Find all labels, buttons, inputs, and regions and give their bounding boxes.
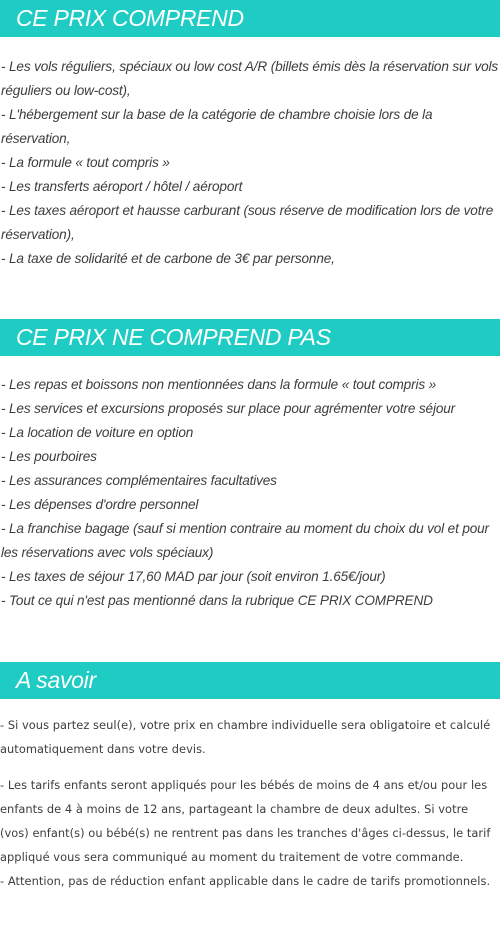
section-title-price-includes: CE PRIX COMPREND — [16, 5, 244, 31]
list-item: - Si vous partez seul(e), votre prix en chambre individuelle sera obligatoire et calculé automatiquement dans votre devis. — [0, 718, 491, 756]
list-item: - La location de voiture en option — [1, 425, 194, 440]
spacer — [0, 761, 500, 773]
section-header-price-includes — [0, 0, 500, 37]
list-item: - Les assurances complémentaires facultatives — [1, 473, 277, 488]
list-item: - Les dépenses d'ordre personnel — [1, 497, 199, 512]
list-item: - Les repas et boissons non mentionnées dans la formule « tout compris » — [1, 377, 437, 392]
section-title-good-to-know: A savoir — [16, 667, 96, 693]
list-item: - La taxe de solidarité et de carbone de 3€ par personne, — [1, 251, 335, 266]
section-header-price-excludes — [0, 319, 500, 356]
list-item: - Les services et excursions proposés sur place pour agrémenter votre séjour — [1, 401, 456, 416]
price-excludes-list — [1, 373, 500, 613]
list-item: - Les pourboires — [1, 449, 97, 464]
list-item: - Attention, pas de réduction enfant applicable dans le cadre de tarifs promotionnels. — [0, 874, 491, 888]
price-includes-list — [1, 55, 500, 271]
list-item: - L'hébergement sur la base de la catégorie de chambre choisie lors de la réservation, — [1, 107, 433, 146]
list-item: - Les vols réguliers, spéciaux ou low cost A/R (billets émis dès la réservation sur vols réguliers ou low-cost), — [1, 59, 499, 98]
section-title-price-excludes: CE PRIX NE COMPREND PAS — [16, 324, 331, 350]
list-item: - Les transferts aéroport / hôtel / aéroport — [1, 179, 243, 194]
section-header-good-to-know — [0, 662, 500, 699]
list-item: - Les taxes de séjour 17,60 MAD par jour (soit environ 1.65€/jour) — [1, 569, 386, 584]
list-item: - La formule « tout compris » — [1, 155, 170, 170]
list-item: - Tout ce qui n'est pas mentionné dans la rubrique CE PRIX COMPREND — [1, 593, 433, 608]
good-to-know-list — [0, 713, 500, 893]
list-item: - Les tarifs enfants seront appliqués pour les bébés de moins de 4 ans et/ou pour les enfants de 4 à moins de 12 ans, partageant la chambre de deux adultes. Si votre (vos) enfant(s) ou bébé(s) ne rentrent pas dans les tranches d'âges ci-dessus, le tarif appliqué vous sera communiqué au moment du traitement de votre commande. — [0, 778, 491, 864]
list-item: - Les taxes aéroport et hausse carburant (sous réserve de modification lors de votre réservation), — [1, 203, 494, 242]
list-item: - La franchise bagage (sauf si mention contraire au moment du choix du vol et pour les réservations avec vols spéciaux) — [1, 521, 489, 560]
